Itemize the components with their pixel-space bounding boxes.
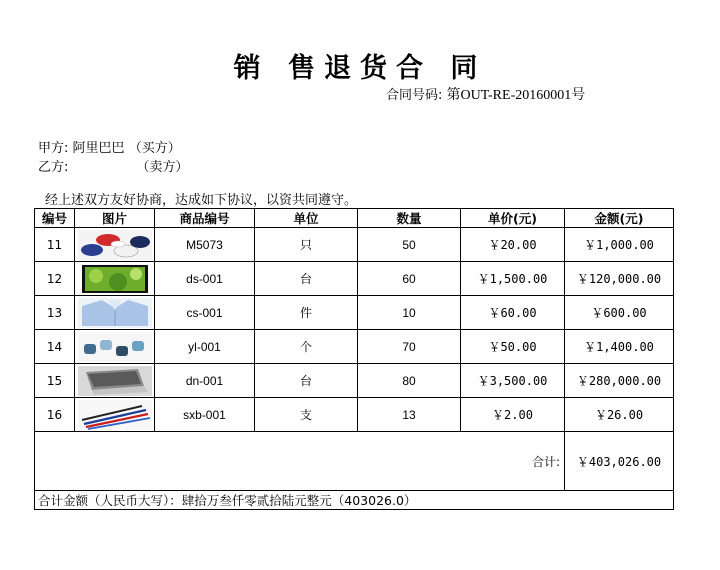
- party-b-label: 乙方:: [38, 160, 69, 175]
- table-row: [35, 364, 674, 398]
- row-price: ￥60.00: [461, 296, 565, 330]
- contract-title: 销 售退货合 同: [233, 53, 487, 84]
- table-row: [35, 296, 674, 330]
- goods-table: [34, 208, 674, 510]
- header-qty: 数量: [358, 209, 461, 228]
- amount-in-words: 合计金额（人民币大写）：肆拾万叁仟零贰拾陆元整元（403026.0）: [35, 491, 674, 510]
- row-amount: ￥600.00: [565, 296, 674, 330]
- party-a: [38, 137, 181, 156]
- party-b-role: （卖方）: [136, 160, 189, 175]
- hats-image: [75, 228, 155, 262]
- row-unit: 台: [255, 262, 358, 296]
- total-row: [35, 432, 674, 491]
- party-a-name: 阿里巴巴: [72, 141, 125, 156]
- row-qty: 50: [358, 228, 461, 262]
- header-picture: 图片: [75, 209, 155, 228]
- contract-number-value: 第OUT-RE-20160001号: [446, 88, 586, 103]
- header-no: 编号: [35, 209, 75, 228]
- agreement-intro: 经上述双方友好协商，达成如下协议，以资共同遵守。: [45, 193, 358, 208]
- row-amount: ￥1,400.00: [565, 330, 674, 364]
- row-qty: 60: [358, 262, 461, 296]
- total-value: ￥403,026.00: [565, 432, 674, 491]
- party-b: [38, 156, 188, 175]
- row-code: cs-001: [155, 296, 255, 330]
- header-unit: 单位: [255, 209, 358, 228]
- contract-number-label: 合同号码:: [386, 88, 443, 103]
- table-row: [35, 398, 674, 432]
- row-no: 14: [35, 330, 75, 364]
- table-header-row: [35, 209, 674, 228]
- shirt-image: [75, 296, 155, 330]
- row-no: 11: [35, 228, 75, 262]
- party-a-label: 甲方:: [38, 141, 69, 156]
- speakers-image: [75, 330, 155, 364]
- row-unit: 只: [255, 228, 358, 262]
- row-unit: 台: [255, 364, 358, 398]
- party-a-role: （买方）: [128, 141, 181, 156]
- row-amount: ￥280,000.00: [565, 364, 674, 398]
- row-price: ￥20.00: [461, 228, 565, 262]
- row-no: 15: [35, 364, 75, 398]
- row-amount: ￥26.00: [565, 398, 674, 432]
- header-price: 单价(元): [461, 209, 565, 228]
- row-price: ￥50.00: [461, 330, 565, 364]
- row-code: sxb-001: [155, 398, 255, 432]
- row-no: 16: [35, 398, 75, 432]
- amount-in-words-row: [35, 491, 674, 510]
- header-amount: 金额(元): [565, 209, 674, 228]
- header-code: 商品编号: [155, 209, 255, 228]
- row-amount: ￥120,000.00: [565, 262, 674, 296]
- row-code: M5073: [155, 228, 255, 262]
- row-code: ds-001: [155, 262, 255, 296]
- table-row: [35, 262, 674, 296]
- row-qty: 13: [358, 398, 461, 432]
- contract-number: [386, 84, 585, 104]
- row-unit: 支: [255, 398, 358, 432]
- row-code: dn-001: [155, 364, 255, 398]
- row-unit: 个: [255, 330, 358, 364]
- total-label: 合计:: [35, 432, 565, 491]
- row-price: ￥2.00: [461, 398, 565, 432]
- table-row: [35, 228, 674, 262]
- row-no: 12: [35, 262, 75, 296]
- row-qty: 70: [358, 330, 461, 364]
- row-qty: 80: [358, 364, 461, 398]
- row-no: 13: [35, 296, 75, 330]
- row-price: ￥3,500.00: [461, 364, 565, 398]
- laptop-image: [75, 364, 155, 398]
- row-qty: 10: [358, 296, 461, 330]
- pens-image: [75, 398, 155, 432]
- row-price: ￥1,500.00: [461, 262, 565, 296]
- row-code: yl-001: [155, 330, 255, 364]
- table-row: [35, 330, 674, 364]
- row-amount: ￥1,000.00: [565, 228, 674, 262]
- tv-image: [75, 262, 155, 296]
- row-unit: 件: [255, 296, 358, 330]
